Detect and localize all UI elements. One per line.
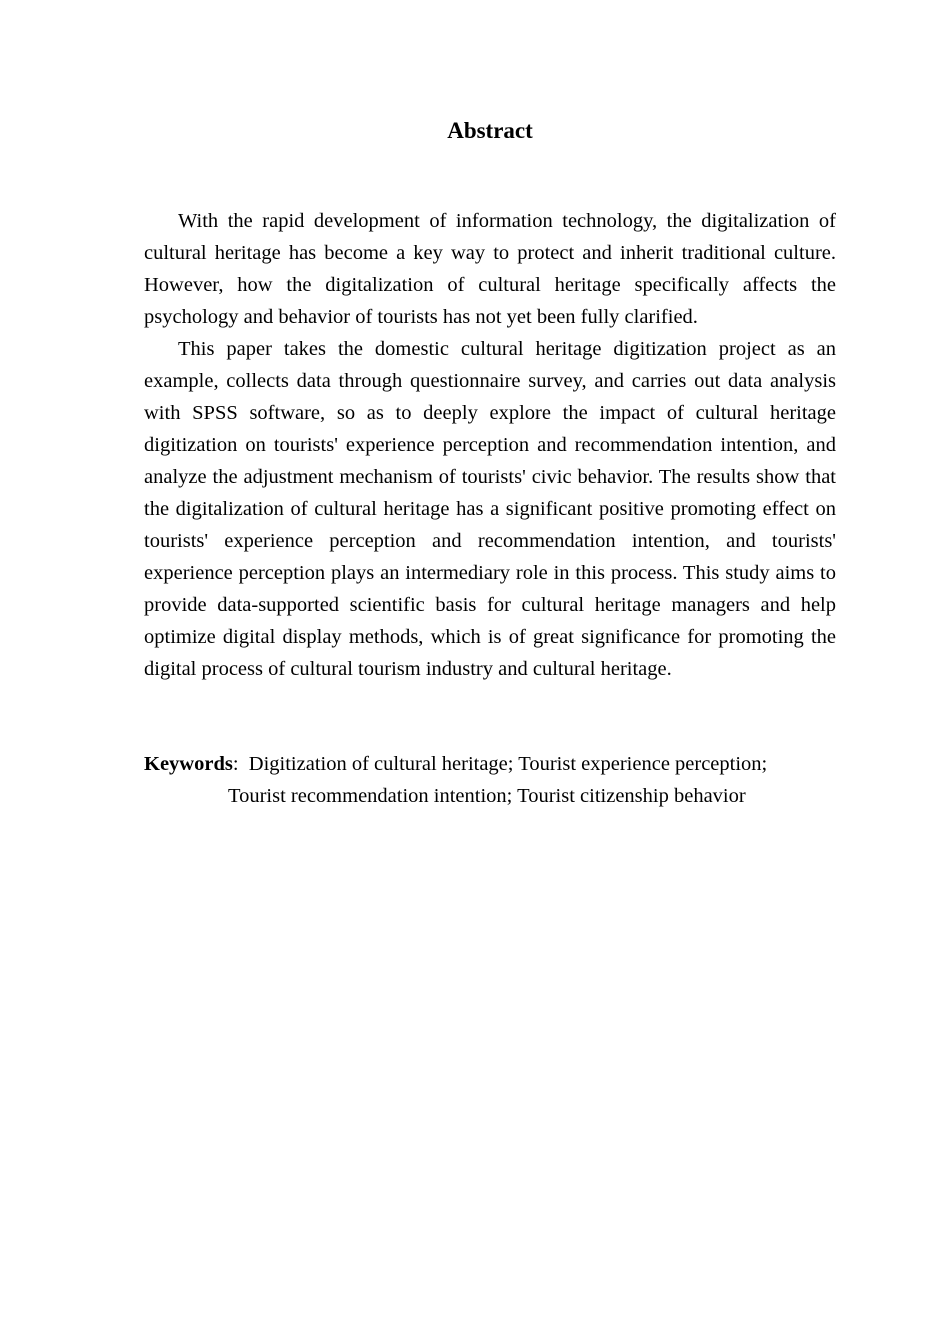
abstract-paragraph-2: This paper takes the domestic cultural heritage digitization project as an example, collects data through questionnaire survey, and carries out data analysis with SPSS software, so as to deeply explore the impact of cultural heritage digitization on tourists' experience perception and recommendation intention, and analyze the adjustment mechanism of tourists' civic behavior. The results show that the digitalization of cultural heritage has a significant positive promoting effect on tourists' experience perception and recommendation intention, and tourists' experience perception plays an intermediary role in this process. This study aims to provide data-supported scientific basis for cultural heritage managers and help optimize digital display methods, which is of great significance for promoting the digital process of cultural tourism industry and cultural heritage. (144, 338, 836, 680)
keywords-text-2: Tourist recommendation intention; Tourist citizenship behavior (228, 785, 746, 807)
keywords-block (144, 748, 844, 812)
keywords-label: Keywords (144, 753, 233, 775)
abstract-body (144, 205, 836, 685)
abstract-paragraph-1: With the rapid development of information technology, the digitalization of cultural heritage has become a key way to protect and inherit traditional culture. However, how the digitalization of cultural heritage specifically affects the psychology and behavior of tourists has not yet been fully clarified. (144, 210, 836, 328)
keywords-text-1: Digitization of cultural heritage; Tourist experience perception; (248, 753, 768, 775)
keywords-separator: : (232, 753, 239, 775)
keywords-line-1 (144, 748, 844, 780)
keywords-line-2 (144, 780, 844, 812)
abstract-title: Abstract (447, 118, 533, 143)
